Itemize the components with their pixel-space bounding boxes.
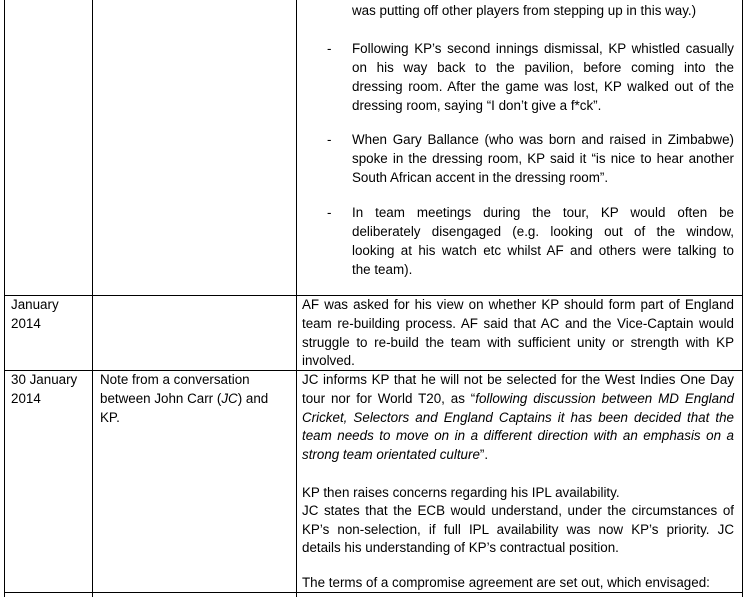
bullet-1-line-3: dressing room. After the game was lost, KP walked out of the: [352, 79, 734, 94]
row3-text-line-9: details his understanding of KP’s contractual position.: [302, 540, 619, 555]
row3-source-line-1: Note from a conversation: [100, 372, 250, 387]
bullet-2-line-2: spoke in the dressing room, KP said it “is nice to hear another: [352, 151, 734, 166]
row3-text-line-2: [302, 390, 734, 409]
bullet-3-line-2: deliberately disengaged (e.g. looking out of the window,: [352, 224, 734, 239]
row3-line-2-quote: following discussion between MD England: [475, 391, 734, 406]
bullet-0-line-1: was putting off other players from stepping up in this way.): [352, 3, 697, 18]
table-border-right: [742, 0, 743, 597]
row2-text-line-3: struggle to re-build the team with sufficient unity or strength with KP: [302, 335, 734, 350]
bullet-3-line-4: the team).: [352, 262, 413, 277]
row3-text-line-7: JC states that the ECB would understand, under the circumstances of: [302, 503, 734, 518]
column-divider-1: [92, 0, 93, 597]
source-text-c: ) and: [237, 391, 269, 406]
bullet-3-line-3: looking at his watch etc whilst AF and others were talking to: [352, 243, 734, 258]
column-divider-2: [296, 0, 297, 597]
bullet-dash-1: -: [327, 41, 332, 56]
row3-text-line-8: KP’s non-selection, if full IPL availability was now KP’s priority. JC: [302, 522, 734, 537]
row2-date-line-2: 2014: [11, 316, 41, 331]
row3-date-line-1: 30 January: [11, 372, 78, 387]
bullet-2-line-3: South African accent in the dressing room”.: [352, 170, 609, 185]
row3-line-3-quote: Cricket, Selectors and England Captains it has been decided that the: [302, 410, 734, 425]
bullet-3-line-1: In team meetings during the tour, KP would often be: [352, 205, 734, 220]
source-text-a: between John Carr (: [100, 391, 222, 406]
row3-line-4-quote: team needs to move on in a different direction with an emphasis on a: [302, 428, 734, 443]
row3-date-line-2: 2014: [11, 391, 41, 406]
row2-date-line-1: January: [11, 297, 59, 312]
bullet-2-line-1: When Gary Ballance (who was born and raised in Zimbabwe): [352, 132, 734, 147]
row2-text-line-4: involved.: [302, 353, 355, 368]
row3-line-2-plain: tour nor for World T20, as “: [302, 391, 476, 406]
row2-text-line-1: AF was asked for his view on whether KP should form part of England: [302, 297, 734, 312]
row2-text-line-2: team re-building process. AF said that AC and the Vice-Captain would: [302, 316, 734, 331]
row3-source-line-2: [100, 390, 268, 409]
row3-text-line-6: KP then raises concerns regarding his IPL availability.: [302, 485, 620, 500]
row3-line-5-quote: strong team orientated culture: [302, 447, 480, 462]
row3-source-line-3: KP.: [100, 410, 120, 425]
row3-text-line-1: JC informs KP that he will not be selected for the West Indies One Day: [302, 372, 734, 387]
row3-line-5-close: ”.: [479, 447, 489, 462]
row3-text-line-4: [302, 427, 734, 446]
bullet-1-line-4: dressing room, saying “I don’t give a f*ck”.: [352, 98, 602, 113]
row3-text-line-10: The terms of a compromise agreement are set out, which envisaged:: [302, 575, 710, 590]
bullet-1-line-2: on his way back to the pavilion, before coming into the: [352, 60, 734, 75]
bullet-dash-3: -: [327, 205, 332, 220]
row3-text-line-3: [302, 409, 734, 428]
row3-text-line-5: [302, 446, 488, 465]
source-initials: JC: [221, 391, 238, 406]
bullet-dash-2: -: [327, 132, 332, 147]
bullet-1-line-1: Following KP’s second innings dismissal, KP whistled casually: [352, 41, 734, 56]
table-border-left: [4, 0, 5, 597]
